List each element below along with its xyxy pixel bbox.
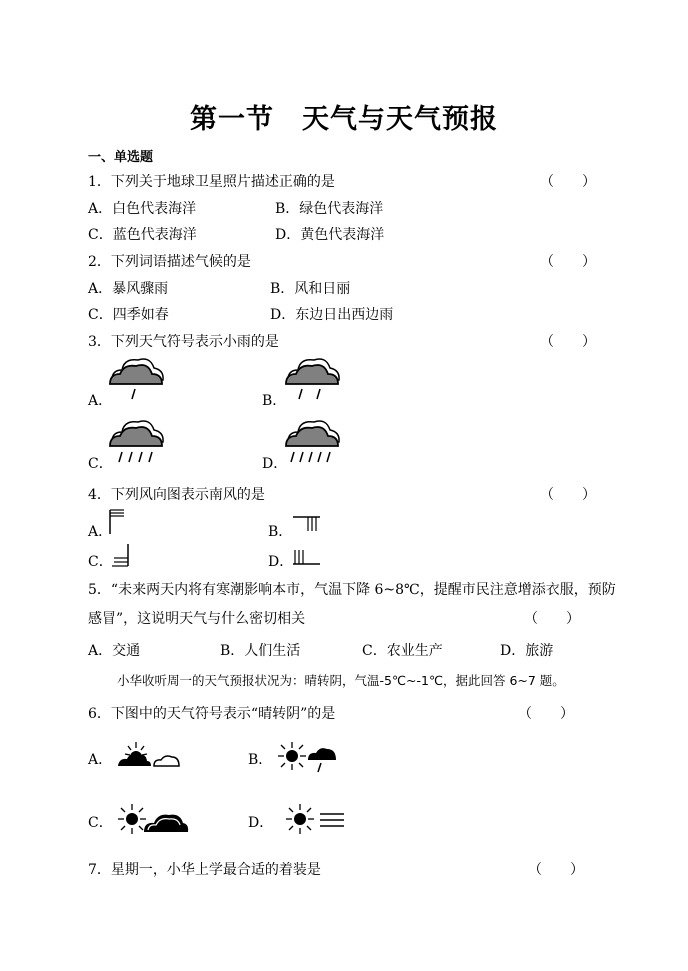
heavy-rain-cloud-icon	[108, 414, 168, 466]
question-1-answer-blank: （ ）	[540, 174, 596, 190]
question-7-answer-blank: （ ）	[528, 862, 584, 878]
question-3-stem: 3．下列天气符号表示小雨的是	[88, 334, 279, 350]
sunny-to-rain-icon-b	[276, 738, 340, 778]
sunny-to-cloudy-icon-a	[116, 740, 184, 772]
sunny-to-fog-icon-d	[284, 802, 348, 838]
question-5-option-b: B．人们生活	[220, 643, 301, 659]
question-2-option-c: C．四季如春	[88, 307, 169, 323]
question-2-stem: 2．下列词语描述气候的是	[88, 254, 251, 270]
wind-vane-icon-d	[292, 546, 322, 566]
question-4-option-b: B．	[268, 524, 293, 540]
question-6-option-b: B．	[248, 752, 273, 768]
question-6-option-d: D．	[248, 815, 274, 831]
question-5-option-c: C．农业生产	[362, 643, 443, 659]
question-6-option-a: A．	[88, 752, 113, 768]
question-6-answer-blank: （ ）	[518, 706, 574, 722]
forecast-note: 小华收听周一的天气预报状况为：晴转阴，气温-5℃~-1℃，据此回答 6~7 题。	[117, 673, 565, 688]
question-2-option-a: A．暴风骤雨	[88, 281, 169, 297]
question-1-option-c: C．蓝色代表海洋	[88, 227, 197, 243]
question-4-option-c: C．	[88, 554, 113, 570]
question-5-stem-line1: 5．“未来两天内将有寒潮影响本市，气温下降 6~8℃，提醒市民注意增添衣服，预防	[88, 582, 616, 598]
question-1-option-a: A．白色代表海洋	[88, 201, 197, 217]
question-5-stem-line2: 感冒”，这说明天气与什么密切相关	[88, 611, 306, 627]
page-title: 第一节 天气与天气预报	[190, 104, 498, 135]
question-3-answer-blank: （ ）	[540, 334, 596, 350]
question-4-option-d: D．	[268, 554, 294, 570]
question-1-option-d: D．黄色代表海洋	[275, 227, 385, 243]
wind-vane-icon-a	[108, 508, 132, 536]
question-6-stem: 6．下图中的天气符号表示“晴转阴”的是	[88, 706, 336, 722]
question-5-option-a: A．交通	[88, 643, 141, 659]
question-3-option-c: C．	[88, 456, 113, 472]
question-4-option-a: A．	[88, 524, 113, 540]
question-4-stem: 4．下列风向图表示南风的是	[88, 487, 265, 503]
moderate-rain-cloud-icon	[284, 352, 344, 402]
question-3-option-d: D．	[262, 456, 288, 472]
question-7-stem: 7．星期一，小华上学最合适的着装是	[88, 862, 321, 878]
question-6-option-c: C．	[88, 815, 113, 831]
wind-vane-icon-b	[292, 515, 322, 535]
light-rain-cloud-icon	[108, 352, 168, 402]
question-5-answer-blank: （ ）	[524, 611, 580, 627]
question-2-option-d: D．东边日出西边雨	[270, 307, 394, 323]
question-3-option-a: A．	[88, 393, 113, 409]
rainstorm-cloud-icon	[284, 414, 346, 466]
question-5-option-d: D．旅游	[500, 643, 554, 659]
question-2-option-b: B．风和日丽	[270, 281, 351, 297]
question-1-stem: 1．下列关于地球卫星照片描述正确的是	[88, 174, 335, 190]
sunny-to-overcast-icon-c	[116, 802, 192, 838]
section-heading: 一、单选题	[88, 150, 154, 165]
wind-vane-icon-c	[108, 542, 132, 568]
question-4-answer-blank: （ ）	[540, 487, 596, 503]
question-3-option-b: B．	[262, 393, 287, 409]
question-1-option-b: B．绿色代表海洋	[275, 201, 384, 217]
question-2-answer-blank: （ ）	[540, 254, 596, 270]
